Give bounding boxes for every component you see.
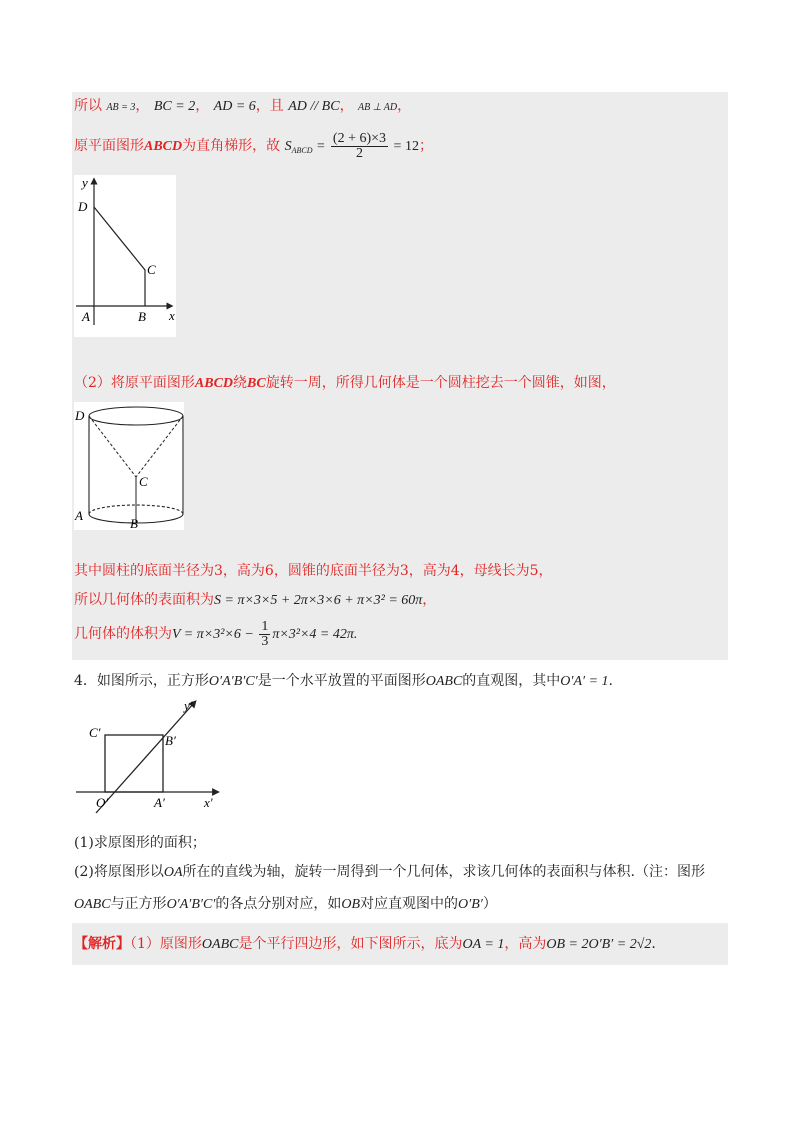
cyl-point-C-label: C [139,474,148,489]
analysis-line: 【解析】（1）原图形OABC是个平行四边形，如下图所示，底为OA = 1，高为OB = 2O′B′ = 2√2. [74,936,656,952]
x-label: x [169,308,175,323]
cylinder-top-ellipse [89,407,183,425]
point-D-label: D [78,199,88,214]
point-A-prime-label: A′ [154,795,165,810]
cyl-point-D-label: D [75,408,85,423]
area-formula: $S_{ABCD}$ = $\frac{(2 + 6)\times 3}{2}$ = 12 [284,131,419,162]
question-2-line-1: (2)将原图形以OA所在的直线为轴，旋转一周得到一个几何体，求该几何体的表面积与体积.（注：图形 [74,864,705,880]
cyl-point-B-label: B [130,516,138,530]
point-A-label: A [82,309,90,324]
problem4-line-1: 4．如图所示，正方形O′A′B′C′是一个水平放置的平面图形OABC的直观图，其中O′A′ = 1. [74,673,613,689]
solution-line-5: 所以几何体的表面积为S = π×3×5 + 2π×3×6 + π×3² = 60π， [74,592,437,608]
oblique-square-svg [74,695,224,815]
trapezoid-figure [74,175,176,337]
solution-line-4: 其中圆柱的底面半径为3，高为6，圆锥的底面半径为3，高为4，母线长为5， [74,563,553,579]
solution-line-2: 原平面图形ABCD为直角梯形，故 $S_{ABCD}$ = $\frac{(2 + 6)\times 3}{2}$ = 12； [74,131,433,162]
volume-formula: V = π×3²×6 − $\frac{1}{3}$ π×3²×4 = 42π. [172,619,358,650]
question-2-line-2: OABC与正方形O′A′B′C′的各点分别对应，如OB对应直观图中的O′B′） [74,896,497,912]
question-1: (1)求原图形的面积； [74,835,206,851]
solution-line-3: （2）将原平面图形ABCD绕BC旋转一周，所得几何体是一个圆柱挖去一个圆锥，如图， [74,375,616,391]
y-prime-label: y′ [184,698,193,713]
point-C-prime-label: C′ [89,725,101,740]
cyl-point-A-label: A [75,508,83,523]
point-B-prime-label: B′ [165,733,176,748]
point-B-label: B [138,309,146,324]
y-label: y [82,175,88,190]
solution-line-1: 所以 AB = 3， BC = 2， AD = 6，且 AD // BC， AB ⊥ AD， [74,98,412,114]
square-OABC-prime [105,735,163,792]
y-prime-axis [96,703,194,813]
solution-line-6: 几何体的体积为V = π×3²×6 − $\frac{1}{3}$ π×3²×4 = 42π. [74,619,358,650]
analysis-tag: 【解析】 [74,936,130,952]
cylinder-svg [74,402,184,530]
point-C-label: C [147,262,156,277]
point-O-prime-label: O′ [96,795,109,810]
x-prime-label: x′ [204,795,213,810]
oblique-square-figure [74,695,224,815]
trapezoid-edges [94,207,145,306]
trapezoid-svg [74,175,176,337]
cylinder-cone-figure [74,402,184,530]
